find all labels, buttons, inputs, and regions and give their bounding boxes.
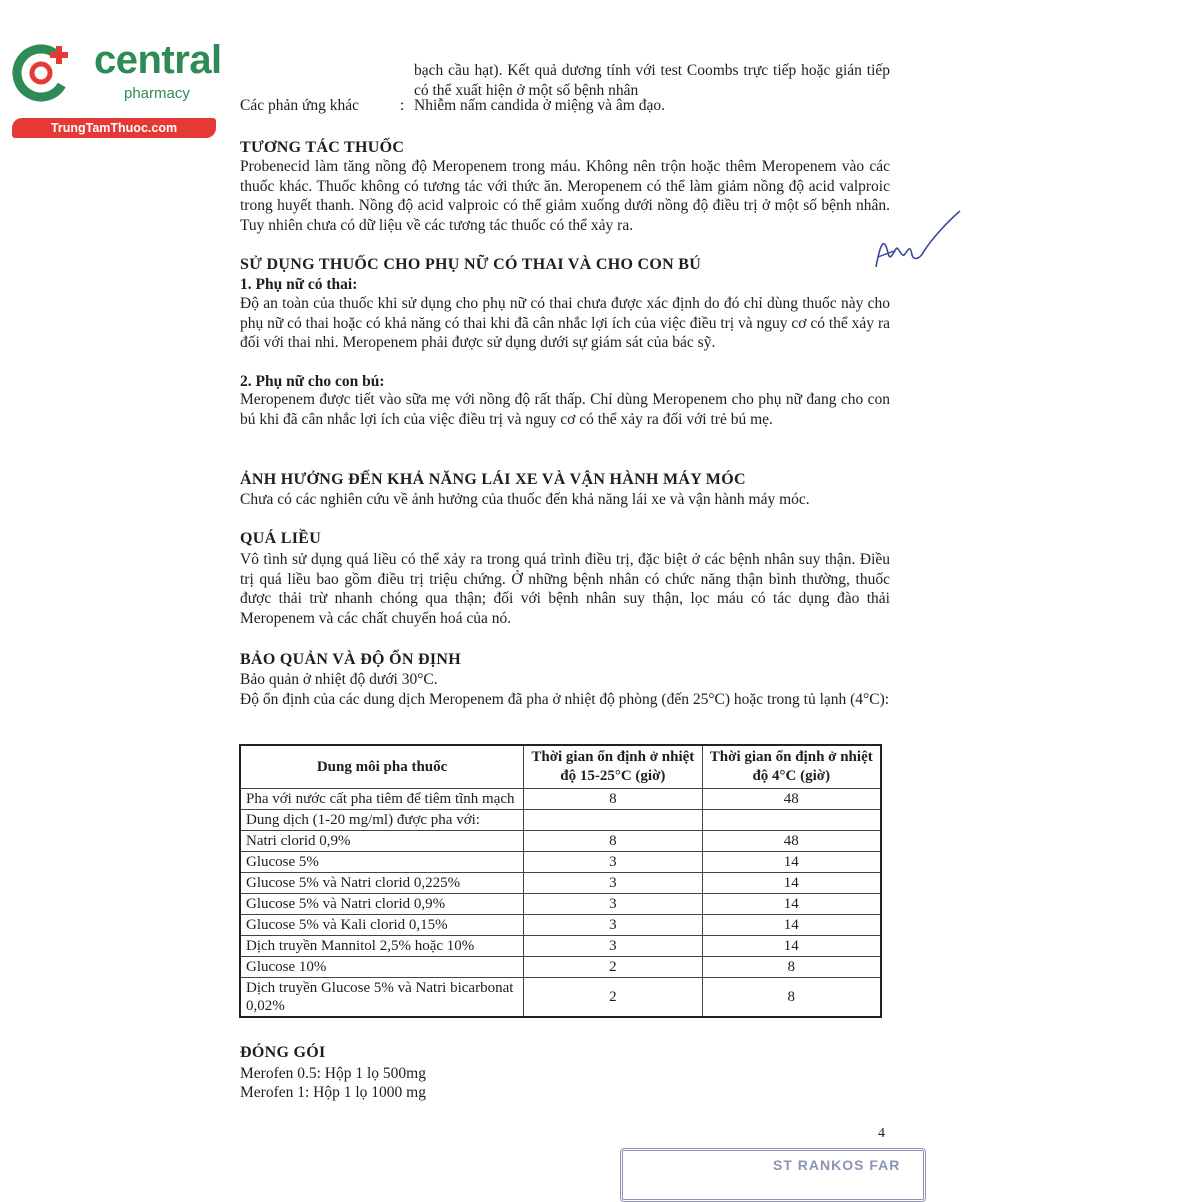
pregnancy-text: Độ an toàn của thuốc khi sử dụng cho phụ nữ có thai chưa được xác định do đó chỉ dùng thuốc này cho phụ nữ có thai hoặc có khả năng có thai khi đã cân nhắc lợi ích của việc điều trị và nguy cơ có thể xảy ra đối với thai nhi. Meropenem phải được sử dụng dưới sự giám sát của bác sỹ.: [240, 295, 890, 351]
handwritten-signature-icon: [868, 205, 963, 275]
cell-fridge-hours: 14: [702, 852, 881, 873]
cell-fridge-hours: 8: [702, 978, 881, 1018]
cell-room-hours: 2: [524, 957, 702, 978]
interactions-heading: TƯƠNG TÁC THUỐC: [240, 139, 405, 156]
overdose-text: Vô tình sử dụng quá liều có thể xảy ra trong quá trình điều trị, đặc biệt ở các bệnh nhân suy thận. Điều trị quá liều bao gồm điều trị triệu chứng. Ở những bệnh nhân có chức năng thận bình thường, thuốc được thải trừ nhanh chóng qua thận; đối với bệnh nhân suy thận, lọc máu có tác dụng đào thải Meropenem và các chất chuyển hoá của nó.: [240, 551, 890, 627]
table-row: [240, 894, 881, 915]
cell-solvent: Dịch truyền Mannitol 2,5% hoặc 10%: [240, 936, 524, 957]
storage-temp-text: Bảo quản ở nhiệt độ dưới 30°C.: [240, 671, 438, 688]
interactions-text: Probenecid làm tăng nồng độ Meropenem trong máu. Không nên trộn hoặc thêm Meropenem vào các thuốc khác. Thuốc không có tương tác với thức ăn. Meropenem có thể làm giảm nồng độ acid valproic trong huyết thanh. Nồng độ acid valproic có thể giảm xuống dưới nồng độ điều trị ở một số bệnh nhân. Tuy nhiên chưa có dữ liệu về các tương tác thuốc có thể xảy ra.: [240, 158, 890, 234]
logo-brand-sub: pharmacy: [124, 85, 190, 102]
table-row: [240, 852, 881, 873]
driving-heading: ẢNH HƯỞNG ĐẾN KHẢ NĂNG LÁI XE VÀ VẬN HÀNH MÁY MÓC: [240, 471, 746, 488]
table-row: [240, 873, 881, 894]
cell-solvent: Glucose 5%: [240, 852, 524, 873]
packaging-line-2: Merofen 1: Hộp 1 lọ 1000 mg: [240, 1084, 426, 1101]
cell-solvent: Pha với nước cất pha tiêm để tiêm tĩnh mạch: [240, 789, 524, 810]
stability-table: [239, 744, 882, 1018]
cell-solvent: Dịch truyền Glucose 5% và Natri bicarbonat 0,02%: [240, 978, 524, 1018]
cell-solvent: Glucose 10%: [240, 957, 524, 978]
driving-text: Chưa có các nghiên cứu về ảnh hưởng của thuốc đến khả năng lái xe và vận hành máy móc.: [240, 491, 810, 508]
cell-fridge-hours: 14: [702, 915, 881, 936]
cell-room-hours: 8: [524, 831, 702, 852]
header-solvent: Dung môi pha thuốc: [240, 745, 524, 789]
cell-fridge-hours: 14: [702, 873, 881, 894]
cell-room-hours: 3: [524, 894, 702, 915]
cell-room-hours: 3: [524, 936, 702, 957]
table-row: [240, 978, 881, 1018]
table-row: [240, 789, 881, 810]
cell-fridge-hours: 14: [702, 894, 881, 915]
pregnancy-sub-heading: 1. Phụ nữ có thai:: [240, 276, 358, 293]
table-row: [240, 957, 881, 978]
cell-solvent: Glucose 5% và Natri clorid 0,9%: [240, 894, 524, 915]
breastfeeding-sub-heading: 2. Phụ nữ cho con bú:: [240, 373, 385, 390]
cell-room-hours: 2: [524, 978, 702, 1018]
logo-url-banner[interactable]: TrungTamThuoc.com: [12, 118, 216, 138]
side-effects-tail-text: bạch cầu hạt). Kết quả dương tính với test Coombs trực tiếp hoặc gián tiếp có thể xuất hiện ở một số bệnh nhân: [414, 62, 890, 99]
cell-fridge-hours: 14: [702, 936, 881, 957]
header-room-temp: Thời gian ổn định ở nhiệt độ 15-25°C (giờ): [524, 745, 702, 789]
table-row: [240, 810, 881, 831]
cell-fridge-hours: [702, 810, 881, 831]
cell-solvent: Dung dịch (1-20 mg/ml) được pha với:: [240, 810, 524, 831]
storage-heading: BẢO QUẢN VÀ ĐỘ ỔN ĐỊNH: [240, 651, 461, 668]
pregnancy-heading: SỬ DỤNG THUỐC CHO PHỤ NỮ CÓ THAI VÀ CHO CON BÚ: [240, 256, 702, 273]
storage-stability-text: Độ ổn định của các dung dịch Meropenem đã pha ở nhiệt độ phòng (đến 25°C) hoặc trong tủ lạnh (4°C):: [240, 691, 890, 708]
other-reactions-label: Các phản ứng khác: [240, 97, 360, 114]
cell-solvent: Glucose 5% và Kali clorid 0,15%: [240, 915, 524, 936]
packaging-heading: ĐÓNG GÓI: [240, 1044, 326, 1061]
cell-room-hours: 3: [524, 852, 702, 873]
cell-room-hours: 3: [524, 915, 702, 936]
cell-room-hours: [524, 810, 702, 831]
header-fridge-temp: Thời gian ổn định ở nhiệt độ 4°C (giờ): [702, 745, 881, 789]
table-row: [240, 831, 881, 852]
logo-brand-name: central: [94, 38, 222, 82]
cell-solvent: Glucose 5% và Natri clorid 0,225%: [240, 873, 524, 894]
company-stamp: [620, 1148, 926, 1202]
cell-solvent: Natri clorid 0,9%: [240, 831, 524, 852]
cell-fridge-hours: 8: [702, 957, 881, 978]
cell-fridge-hours: 48: [702, 831, 881, 852]
breastfeeding-text: Meropenem được tiết vào sữa mẹ với nồng độ rất thấp. Chỉ dùng Meropenem cho phụ nữ đang cho con bú khi đã cân nhắc lợi ích của việc điều trị và nguy cơ có thể xảy ra đối với trẻ bú mẹ.: [240, 391, 890, 428]
packaging-line-1: Merofen 0.5: Hộp 1 lọ 500mg: [240, 1065, 426, 1082]
page-number: 4: [878, 1126, 885, 1141]
table-row: [240, 915, 881, 936]
stamp-text: ST RANKOS FAR: [773, 1157, 901, 1173]
overdose-heading: QUÁ LIỀU: [240, 530, 322, 547]
other-reactions-text: Nhiễm nấm candida ở miệng và âm đạo.: [414, 97, 665, 114]
other-reactions-colon: :: [400, 97, 405, 114]
table-row: [240, 936, 881, 957]
cell-room-hours: 8: [524, 789, 702, 810]
cell-room-hours: 3: [524, 873, 702, 894]
stability-table-header: [240, 745, 881, 789]
cell-fridge-hours: 48: [702, 789, 881, 810]
